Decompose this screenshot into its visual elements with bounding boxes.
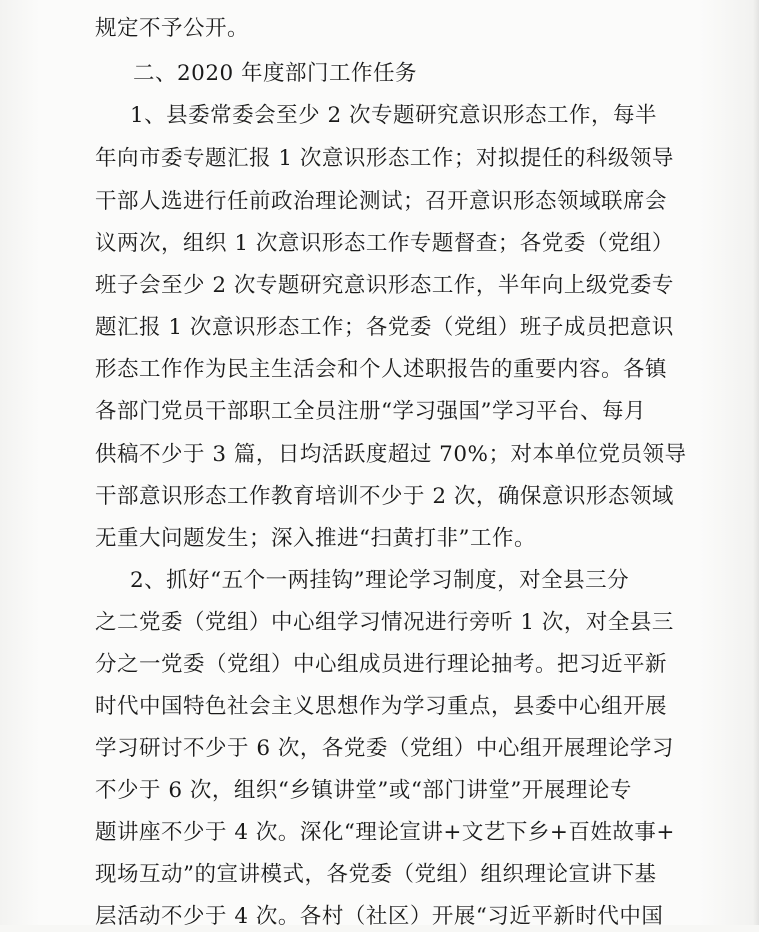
text-line: 干部意识形态工作教育培训不少于 2 次，确保意识形态领域 xyxy=(95,484,674,509)
page-edge-shadow xyxy=(753,0,759,925)
section-heading: 二、2020 年度部门工作任务 xyxy=(133,61,418,86)
text-line: 规定不予公开。 xyxy=(95,16,250,41)
text-line: 题汇报 1 次意识形态工作；各党委（党组）班子成员把意识 xyxy=(95,315,674,340)
text-line: 无重大问题发生；深入推进“扫黄打非”工作。 xyxy=(95,526,536,551)
text-line: 年向市委专题汇报 1 次意识形态工作；对拟提任的科级领导 xyxy=(95,146,674,171)
text-line: 层活动不少于 4 次。各村（社区）开展“习近平新时代中国 xyxy=(95,904,664,929)
text-line: 不少于 6 次，组织“乡镇讲堂”或“部门讲堂”开展理论专 xyxy=(95,778,632,803)
text-line: 议两次，组织 1 次意识形态工作专题督查；各党委（党组） xyxy=(95,231,674,256)
text-line: 之二党委（党组）中心组学习情况进行旁听 1 次，对全县三 xyxy=(95,610,674,635)
text-line: 分之一党委（党组）中心组成员进行理论抽考。把习近平新 xyxy=(95,652,668,677)
text-line: 班子会至少 2 次专题研究意识形态工作，半年向上级党委专 xyxy=(95,273,674,298)
text-line: 学习研讨不少于 6 次，各党委（党组）中心组开展理论学习 xyxy=(95,736,674,761)
text-line: 干部人选进行任前政治理论测试；召开意识形态领域联席会 xyxy=(95,189,668,214)
paragraph-1-first-line: 1、县委常委会至少 2 次专题研究意识形态工作，每半 xyxy=(130,103,658,128)
text-line: 供稿不少于 3 篇，日均活跃度超过 70%；对本单位党员领导 xyxy=(95,442,687,467)
paragraph-2-first-line: 2、抓好“五个一两挂钩”理论学习制度，对全县三分 xyxy=(130,568,630,593)
text-line: 现场互动”的宣讲模式，各党委（党组）组织理论宣讲下基 xyxy=(95,862,657,887)
text-line: 各部门党员干部职工全员注册“学习强国”学习平台、每月 xyxy=(95,399,646,424)
text-line: 时代中国特色社会主义思想作为学习重点，县委中心组开展 xyxy=(95,694,668,719)
text-line: 形态工作作为民主生活会和个人述职报告的重要内容。各镇 xyxy=(95,357,668,382)
text-line: 题讲座不少于 4 次。深化“理论宣讲+文艺下乡+百姓故事+ xyxy=(95,820,675,845)
